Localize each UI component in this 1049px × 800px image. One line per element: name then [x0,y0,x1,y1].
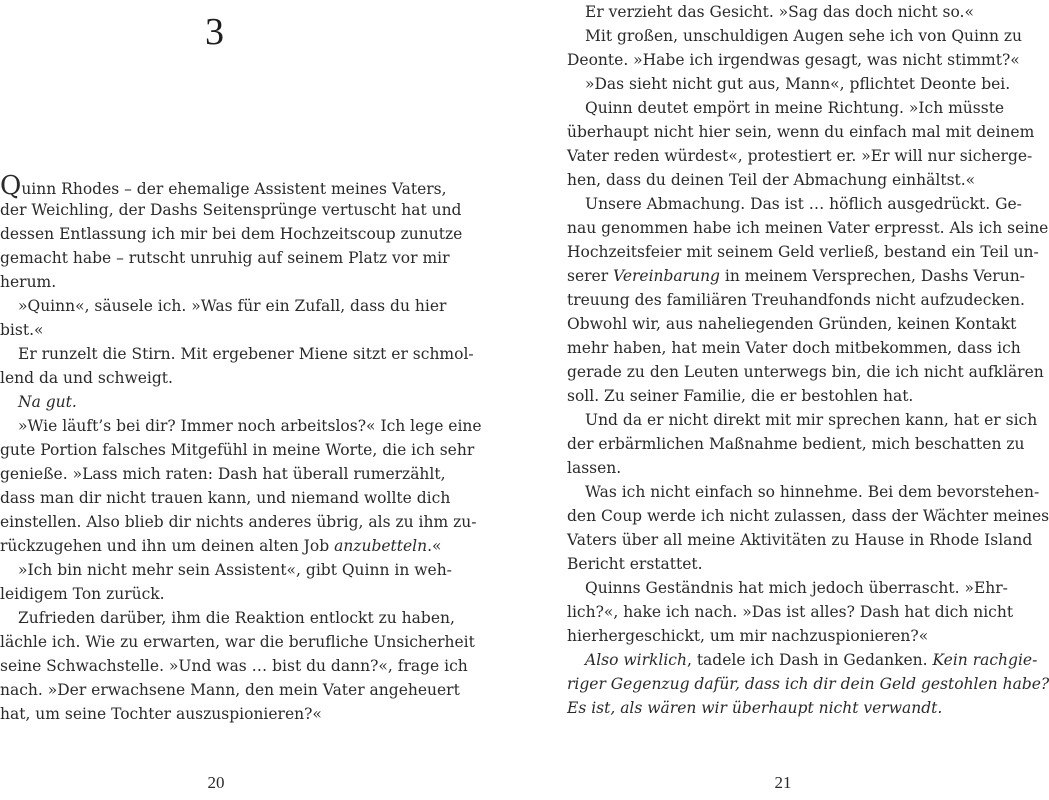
text-line: mehr haben, hat mein Vater doch mitbekommen, dass ich [567,339,1021,357]
text-line: Bericht erstattet. [567,555,703,573]
text-line: genieße. »Lass mich raten: Dash hat überall rumerzählt, [0,465,446,483]
text-line: hat, um seine Tochter auszuspionieren?« [0,705,322,723]
text-line: nau genommen habe ich meinen Vater erpresst. Als ich seine [567,219,1049,237]
text-line: Und da er nicht direkt mit mir sprechen kann, hat er sich [585,411,1038,429]
text-line: Zufrieden darüber, ihm die Reaktion entlockt zu haben, [18,609,455,627]
text-line: der erbärmlichen Maßnahme bedient, mich beschatten zu [567,435,1025,453]
text-line: Na gut. [18,393,77,411]
text-line: lich?«, hake ich nach. »Das ist alles? Dash hat dich nicht [567,603,1014,621]
text-line: Vater reden würdest«, protestiert er. »Er will nur sicherge- [567,147,1033,165]
text-line: rückzugehen und ihn um deinen alten Job anzubetteln.« [0,537,442,555]
text-line: Er runzelt die Stirn. Mit ergebener Miene sitzt er schmol- [18,345,474,363]
text-line: überhaupt nicht hier sein, wenn du einfach mal mit deinem [567,123,1035,141]
text-line: dass man dir nicht trauen kann, und niemand wollte dich [0,489,451,507]
text-line: lassen. [567,459,622,477]
text-line: Vaters über all meine Aktivitäten zu Hause in Rhode Island [567,531,1033,549]
text-line: Was ich nicht einfach so hinnehme. Bei dem bevorstehen- [585,483,1040,501]
text-line: Quinn deutet empört in meine Richtung. »Ich müsste [585,99,1005,117]
text-line: Es ist, als wären wir überhaupt nicht verwandt. [567,699,943,717]
text-line: dessen Entlassung ich mir bei dem Hochzeitscoup zunutze [0,225,463,243]
text-line: »Das sieht nicht gut aus, Mann«, pflichtet Deonte bei. [585,75,1011,93]
text-line: treuung des familiären Treuhandfonds nicht aufzudecken. [567,291,1025,309]
text-line: nach. »Der erwachsene Mann, den mein Vater angeheuert [0,681,460,699]
text-line: Obwohl wir, aus naheliegenden Gründen, keinen Kontakt [567,315,1017,333]
left-page [0,0,482,800]
text-line: den Coup werde ich nicht zulassen, dass der Wächter meines [567,507,1049,525]
text-line: gute Portion falsches Mitgefühl in meine Worte, die ich sehr [0,441,475,459]
text-line: serer Vereinbarung in meinem Versprechen, Dashs Verun- [567,267,1025,285]
text-line: bist.« [0,321,44,339]
text-line: leidigem Ton zurück. [0,585,165,603]
text-line: lend da und schweigt. [0,369,173,387]
text-line: Er verzieht das Gesicht. »Sag das doch nicht so.« [585,3,974,21]
text-line: lächle ich. Wie zu erwarten, war die berufliche Unsicherheit [0,633,475,651]
text-line: »Ich bin nicht mehr sein Assistent«, gibt Quinn in weh- [18,561,452,579]
right-page [567,0,1049,800]
text-line: Hochzeitsfeier mit seinem Geld verließ, bestand ein Teil un- [567,243,1039,261]
text-line: »Quinn«, säusele ich. »Was für ein Zufall, dass du hier [18,297,447,315]
text-line: einstellen. Also blieb dir nichts anderes übrig, als zu ihm zu- [0,513,477,531]
text-line: gerade zu den Leuten unterwegs bin, die ich nicht aufklären [567,363,1044,381]
text-line: Quinns Geständnis hat mich jedoch überrascht. »Ehr- [585,579,1008,597]
text-line: seine Schwachstelle. »Und was … bist du dann?«, frage ich [0,657,468,675]
page-number-left: 20 [207,773,225,792]
text-line: riger Gegenzug dafür, dass ich dir dein Geld gestohlen habe? [567,675,1049,693]
page-number-right: 21 [774,773,792,792]
drop-cap: Q [0,171,22,201]
text-line: gemacht habe – rutscht unruhig auf seinem Platz vor mir [0,249,450,267]
text-line: Also wirklich, tadele ich Dash in Gedanken. Kein rachgie- [585,651,1038,669]
text-line: »Wie läuft’s bei dir? Immer noch arbeitslos?« Ich lege eine [18,417,482,435]
text-line: hierhergeschickt, um mir nachzuspionieren?« [567,627,929,645]
text-line: der Weichling, der Dashs Seitensprünge vertuscht hat und [0,201,462,219]
text-line: Unsere Abmachung. Das ist … höflich ausgedrückt. Ge- [585,195,1022,213]
chapter-number: 3 [205,11,224,53]
text-line: Deonte. »Habe ich irgendwas gesagt, was nicht stimmt?« [567,51,1020,69]
text-line: herum. [0,273,57,291]
text-line: Quinn Rhodes – der ehemalige Assistent meines Vaters, [0,171,447,201]
text-line: Mit großen, unschuldigen Augen sehe ich von Quinn zu [585,27,1023,45]
text-line: soll. Zu seiner Familie, die er bestohlen hat. [567,387,914,405]
text-line: hen, dass du deinen Teil der Abmachung einhältst.« [567,171,976,189]
